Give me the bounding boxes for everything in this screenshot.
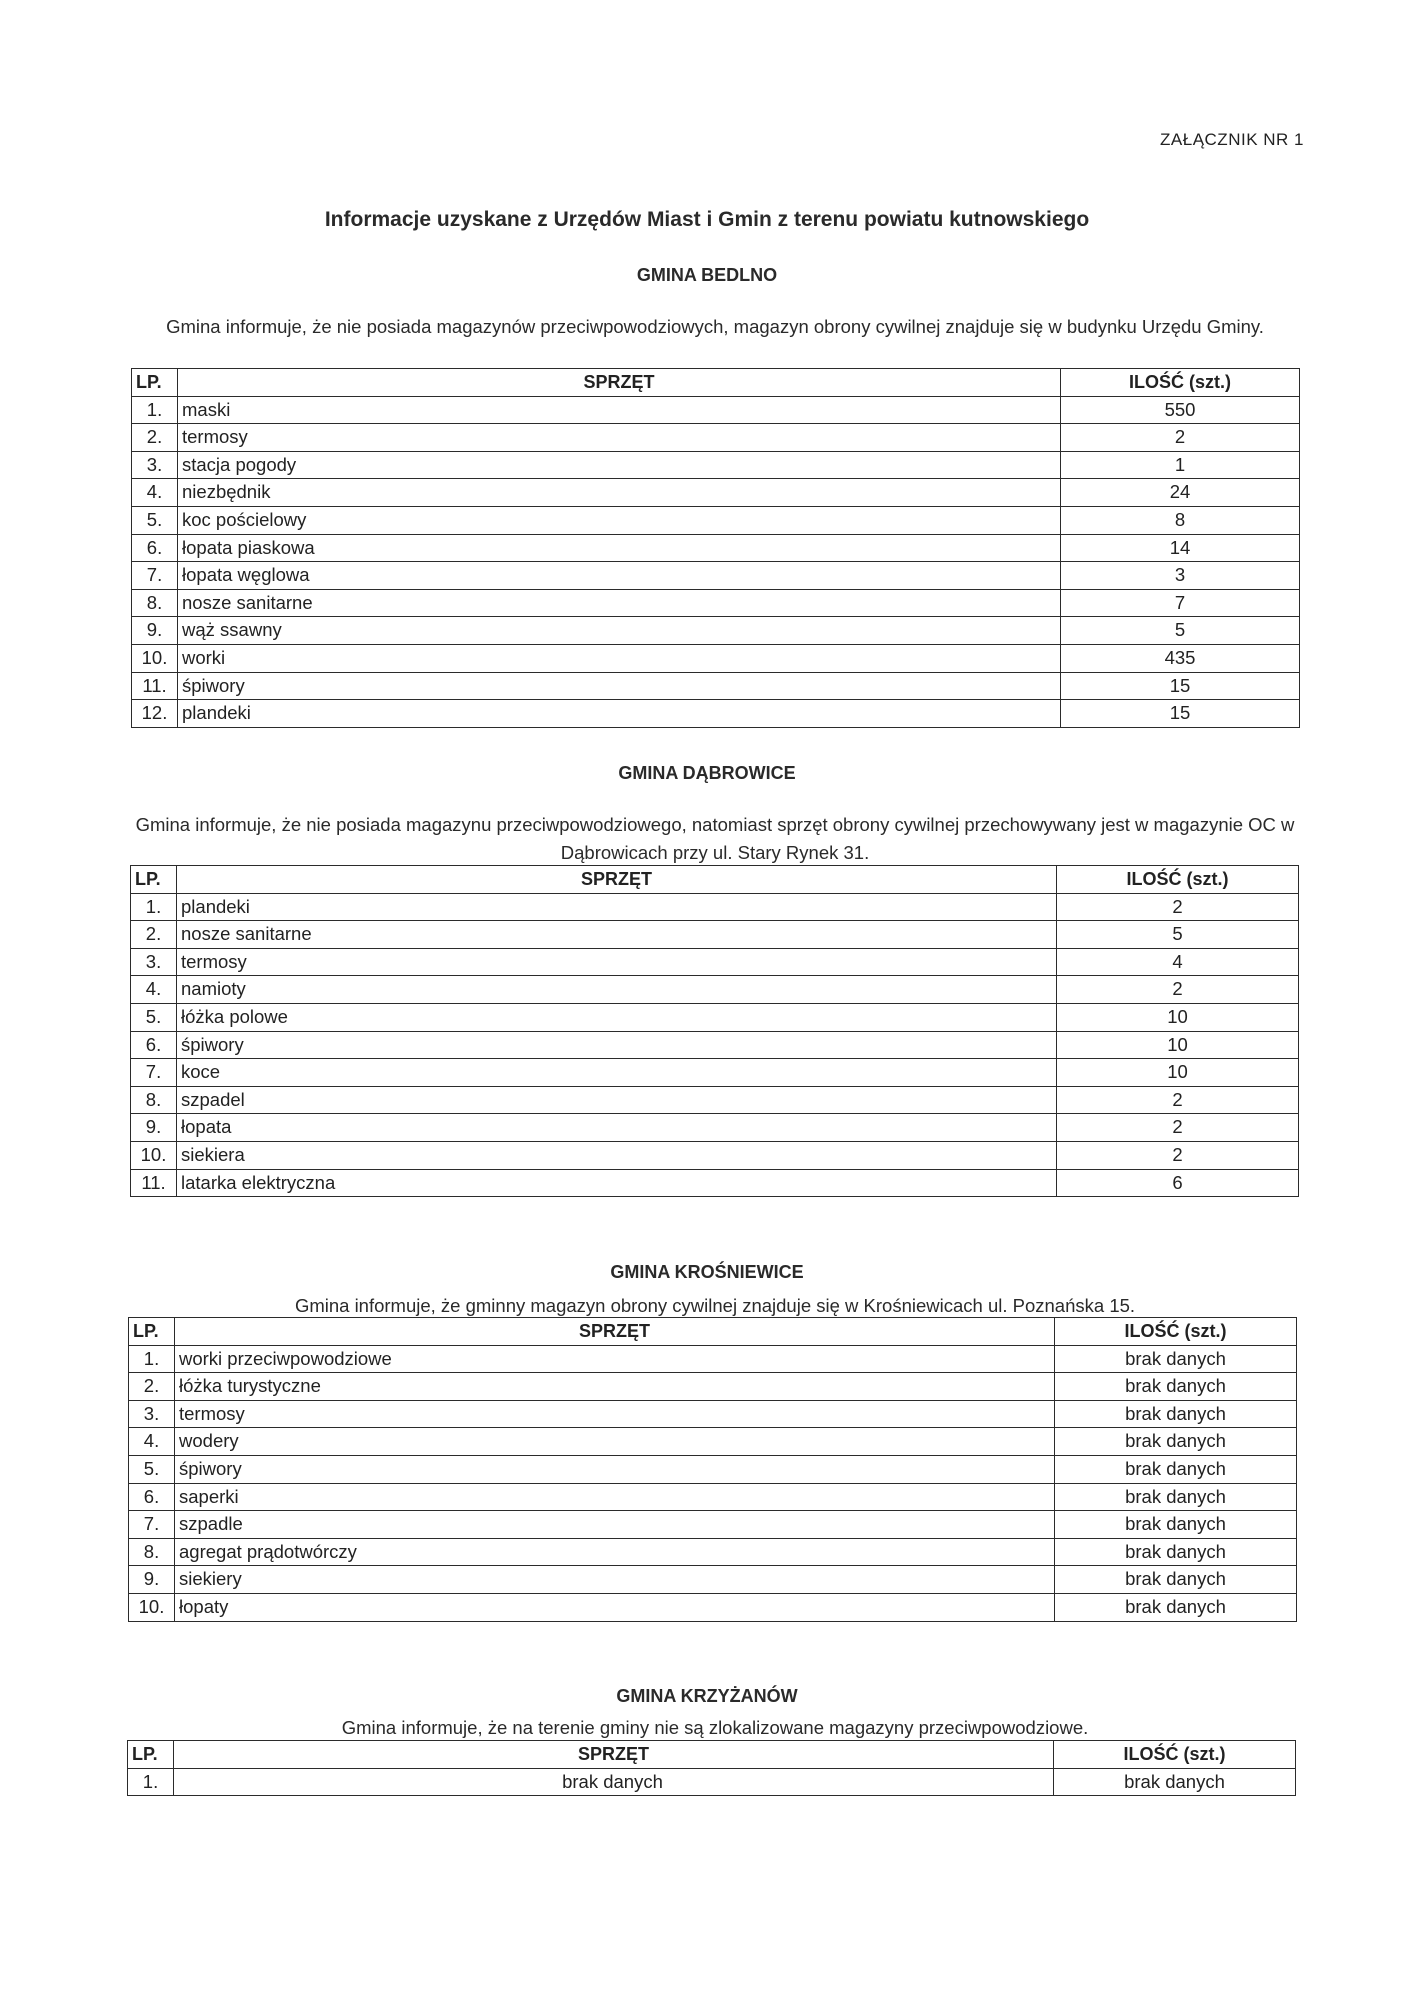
row-number: 9. — [129, 1566, 175, 1594]
table-row — [129, 1400, 1297, 1428]
column-header-item: SPRZĘT — [177, 866, 1057, 894]
row-number: 11. — [131, 1169, 177, 1197]
table-row — [132, 700, 1300, 728]
row-number: 8. — [129, 1538, 175, 1566]
section-heading: GMINA BEDLNO — [636, 265, 778, 285]
equipment-quantity: brak danych — [1054, 1768, 1296, 1796]
equipment-name: koc pościelowy — [178, 506, 1061, 534]
table-header-row — [131, 866, 1299, 894]
table-row — [131, 1114, 1299, 1142]
equipment-name: termosy — [175, 1400, 1055, 1428]
table-header-row — [129, 1318, 1297, 1346]
equipment-name: stacja pogody — [178, 451, 1061, 479]
equipment-quantity: 435 — [1061, 644, 1300, 672]
equipment-name: wodery — [175, 1428, 1055, 1456]
attachment-label: ZAŁĄCZNIK NR 1 — [1160, 130, 1304, 149]
equipment-quantity: brak danych — [1055, 1483, 1297, 1511]
document-title: Informacje uzyskane z Urzędów Miast i Gmin z terenu powiatu kutnowskiego — [324, 208, 1090, 231]
equipment-quantity: brak danych — [1055, 1538, 1297, 1566]
equipment-name: koce — [177, 1059, 1057, 1087]
equipment-quantity: 8 — [1061, 506, 1300, 534]
table-row — [132, 562, 1300, 590]
section-description: Gmina informuje, że na terenie gminy nie są zlokalizowane magazyny przeciwpowodziowe. — [341, 1717, 1089, 1738]
equipment-name: plandeki — [177, 893, 1057, 921]
table-row — [132, 644, 1300, 672]
table-row — [132, 451, 1300, 479]
table-row — [132, 672, 1300, 700]
equipment-quantity: brak danych — [1055, 1593, 1297, 1621]
equipment-name: brak danych — [174, 1768, 1054, 1796]
table-row — [131, 1169, 1299, 1197]
row-number: 5. — [132, 506, 178, 534]
table-row — [129, 1428, 1297, 1456]
equipment-quantity: 14 — [1061, 534, 1300, 562]
row-number: 7. — [132, 562, 178, 590]
equipment-name: niezbędnik — [178, 479, 1061, 507]
equipment-name: śpiwory — [178, 672, 1061, 700]
equipment-quantity: brak danych — [1055, 1345, 1297, 1373]
equipment-quantity: brak danych — [1055, 1566, 1297, 1594]
column-header-lp: LP. — [131, 866, 177, 894]
table-row — [129, 1345, 1297, 1373]
table-row — [129, 1483, 1297, 1511]
table-row — [129, 1455, 1297, 1483]
row-number: 7. — [129, 1511, 175, 1539]
table-header-row — [128, 1741, 1296, 1769]
row-number: 8. — [131, 1086, 177, 1114]
equipment-name: łóżka polowe — [177, 1003, 1057, 1031]
row-number: 5. — [131, 1003, 177, 1031]
column-header-lp: LP. — [128, 1741, 174, 1769]
equipment-name: saperki — [175, 1483, 1055, 1511]
equipment-quantity: 15 — [1061, 700, 1300, 728]
column-header-lp: LP. — [129, 1318, 175, 1346]
section-krzyzanow — [0, 1686, 1414, 1738]
column-header-qty: ILOŚĆ (szt.) — [1061, 369, 1300, 397]
equipment-name: latarka elektryczna — [177, 1169, 1057, 1197]
equipment-name: termosy — [178, 424, 1061, 452]
section-description: Gmina informuje, że gminny magazyn obrony cywilnej znajduje się w Krośniewicach ul. Poznańska 15. — [294, 1295, 1136, 1316]
table-row — [131, 1086, 1299, 1114]
row-number: 4. — [131, 976, 177, 1004]
row-number: 3. — [131, 948, 177, 976]
row-number: 10. — [129, 1593, 175, 1621]
equipment-quantity: brak danych — [1055, 1400, 1297, 1428]
row-number: 2. — [132, 424, 178, 452]
equipment-name: maski — [178, 396, 1061, 424]
table-row — [131, 1031, 1299, 1059]
equipment-name: agregat prądotwórczy — [175, 1538, 1055, 1566]
table-row — [132, 534, 1300, 562]
table-row — [131, 1141, 1299, 1169]
equipment-name: łopata piaskowa — [178, 534, 1061, 562]
table-row — [129, 1566, 1297, 1594]
equipment-name: śpiwory — [177, 1031, 1057, 1059]
equipment-quantity: brak danych — [1055, 1428, 1297, 1456]
row-number: 7. — [131, 1059, 177, 1087]
section-bedlno — [0, 265, 1414, 337]
table-row — [129, 1373, 1297, 1401]
section-heading: GMINA KROŚNIEWICE — [610, 1262, 804, 1282]
table-row — [129, 1538, 1297, 1566]
equipment-name: nosze sanitarne — [178, 589, 1061, 617]
equipment-name: namioty — [177, 976, 1057, 1004]
section-description: Gmina informuje, że nie posiada magazynu przeciwpowodziowego, natomiast sprzęt obrony cywilnej przechowywany jest w magazynie OC w Dąbrowicach przy ul. Stary Rynek 31. — [135, 814, 1295, 863]
table-row — [131, 1059, 1299, 1087]
section-dabrowice — [0, 763, 1414, 863]
equipment-name: szpadel — [177, 1086, 1057, 1114]
table-row — [131, 893, 1299, 921]
column-header-item: SPRZĘT — [174, 1741, 1054, 1769]
equipment-quantity: 2 — [1057, 893, 1299, 921]
equipment-name: łopaty — [175, 1593, 1055, 1621]
row-number: 2. — [129, 1373, 175, 1401]
row-number: 1. — [132, 396, 178, 424]
row-number: 6. — [132, 534, 178, 562]
row-number: 8. — [132, 589, 178, 617]
table-row — [132, 479, 1300, 507]
equipment-quantity: 2 — [1057, 1086, 1299, 1114]
equipment-quantity: 1 — [1061, 451, 1300, 479]
row-number: 9. — [132, 617, 178, 645]
table-row — [131, 1003, 1299, 1031]
equipment-table — [128, 1317, 1297, 1622]
row-number: 12. — [132, 700, 178, 728]
equipment-quantity: 24 — [1061, 479, 1300, 507]
table-row — [131, 948, 1299, 976]
equipment-quantity: brak danych — [1055, 1511, 1297, 1539]
equipment-name: łóżka turystyczne — [175, 1373, 1055, 1401]
table-row — [132, 617, 1300, 645]
row-number: 4. — [129, 1428, 175, 1456]
row-number: 11. — [132, 672, 178, 700]
column-header-qty: ILOŚĆ (szt.) — [1055, 1318, 1297, 1346]
equipment-name: termosy — [177, 948, 1057, 976]
equipment-name: szpadle — [175, 1511, 1055, 1539]
equipment-table — [131, 368, 1300, 728]
row-number: 1. — [128, 1768, 174, 1796]
table-row — [129, 1593, 1297, 1621]
column-header-qty: ILOŚĆ (szt.) — [1057, 866, 1299, 894]
column-header-item: SPRZĘT — [175, 1318, 1055, 1346]
equipment-quantity: 6 — [1057, 1169, 1299, 1197]
row-number: 4. — [132, 479, 178, 507]
table-row — [132, 506, 1300, 534]
row-number: 3. — [132, 451, 178, 479]
row-number: 2. — [131, 921, 177, 949]
row-number: 9. — [131, 1114, 177, 1142]
row-number: 6. — [129, 1483, 175, 1511]
table-row — [131, 921, 1299, 949]
equipment-quantity: 3 — [1061, 562, 1300, 590]
equipment-table — [127, 1740, 1296, 1796]
table-header-row — [132, 369, 1300, 397]
row-number: 10. — [132, 644, 178, 672]
equipment-name: łopata — [177, 1114, 1057, 1142]
row-number: 1. — [129, 1345, 175, 1373]
row-number: 6. — [131, 1031, 177, 1059]
column-header-lp: LP. — [132, 369, 178, 397]
equipment-quantity: 2 — [1057, 976, 1299, 1004]
equipment-name: śpiwory — [175, 1455, 1055, 1483]
section-krosniewice — [0, 1262, 1414, 1316]
equipment-quantity: 2 — [1057, 1114, 1299, 1142]
equipment-quantity: 10 — [1057, 1003, 1299, 1031]
table-row — [132, 424, 1300, 452]
equipment-name: wąż ssawny — [178, 617, 1061, 645]
row-number: 1. — [131, 893, 177, 921]
row-number: 3. — [129, 1400, 175, 1428]
equipment-name: siekiery — [175, 1566, 1055, 1594]
equipment-name: worki — [178, 644, 1061, 672]
column-header-item: SPRZĘT — [178, 369, 1061, 397]
equipment-quantity: 10 — [1057, 1031, 1299, 1059]
equipment-quantity: 10 — [1057, 1059, 1299, 1087]
section-heading: GMINA KRZYŻANÓW — [616, 1686, 798, 1706]
equipment-name: siekiera — [177, 1141, 1057, 1169]
equipment-quantity: 5 — [1061, 617, 1300, 645]
equipment-name: nosze sanitarne — [177, 921, 1057, 949]
equipment-name: plandeki — [178, 700, 1061, 728]
equipment-quantity: 4 — [1057, 948, 1299, 976]
equipment-quantity: 15 — [1061, 672, 1300, 700]
equipment-quantity: 2 — [1061, 424, 1300, 452]
equipment-quantity: 5 — [1057, 921, 1299, 949]
equipment-quantity: brak danych — [1055, 1373, 1297, 1401]
table-row — [129, 1511, 1297, 1539]
row-number: 5. — [129, 1455, 175, 1483]
row-number: 10. — [131, 1141, 177, 1169]
equipment-quantity: 7 — [1061, 589, 1300, 617]
section-description: Gmina informuje, że nie posiada magazynów przeciwpowodziowych, magazyn obrony cywilnej znajduje się w budynku Urzędu Gminy. — [166, 316, 1264, 337]
table-row — [132, 396, 1300, 424]
equipment-quantity: brak danych — [1055, 1455, 1297, 1483]
table-row — [128, 1768, 1296, 1796]
equipment-quantity: 2 — [1057, 1141, 1299, 1169]
equipment-name: łopata węglowa — [178, 562, 1061, 590]
table-row — [131, 976, 1299, 1004]
equipment-name: worki przeciwpowodziowe — [175, 1345, 1055, 1373]
section-heading: GMINA DĄBROWICE — [618, 763, 796, 783]
equipment-quantity: 550 — [1061, 396, 1300, 424]
table-row — [132, 589, 1300, 617]
column-header-qty: ILOŚĆ (szt.) — [1054, 1741, 1296, 1769]
equipment-table — [130, 865, 1299, 1197]
